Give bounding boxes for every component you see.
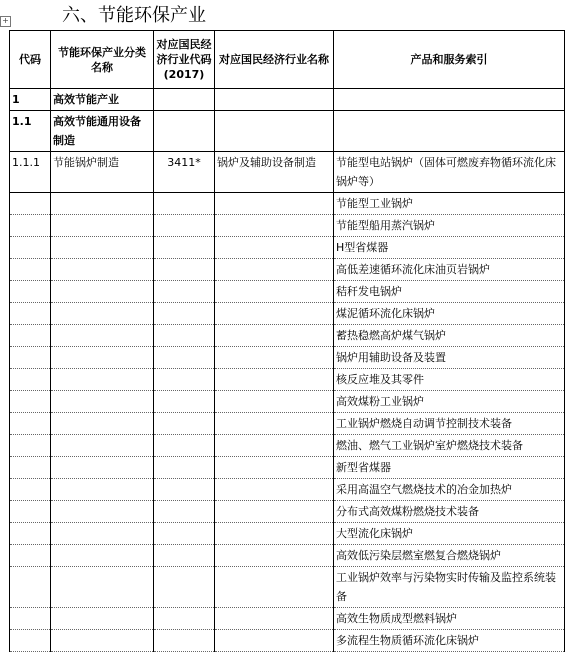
cell-code	[10, 479, 51, 501]
cell-nec-code	[154, 325, 215, 347]
cell-nec-name	[215, 567, 334, 608]
cell-product: 采用高温空气燃烧技术的冶金加热炉	[334, 479, 565, 501]
cell-nec-code	[154, 479, 215, 501]
cell-nec-name: 锅炉及辅助设备制造	[215, 152, 334, 193]
cell-code: 1	[10, 89, 51, 111]
cell-code	[10, 259, 51, 281]
table-row	[10, 215, 565, 237]
cell-product: 多流程生物质循环流化床锅炉	[334, 630, 565, 652]
cell-nec-code	[154, 347, 215, 369]
cell-category	[51, 347, 154, 369]
cell-code: 1.1.1	[10, 152, 51, 193]
table-row	[10, 413, 565, 435]
table-row	[10, 435, 565, 457]
cell-category	[51, 281, 154, 303]
cell-code	[10, 523, 51, 545]
table-row	[10, 259, 565, 281]
cell-product: 蓄热稳燃高炉煤气锅炉	[334, 325, 565, 347]
cell-product: 高低差速循环流化床油页岩锅炉	[334, 259, 565, 281]
cell-category	[51, 193, 154, 215]
table-anchor-icon[interactable]: +	[0, 16, 11, 27]
cell-product: 工业锅炉效率与污染物实时传输及监控系统装备	[334, 567, 565, 608]
table-row	[10, 630, 565, 652]
cell-category: 高效节能通用设备制造	[51, 111, 154, 152]
cell-product: 节能型工业锅炉	[334, 193, 565, 215]
cell-nec-code	[154, 630, 215, 652]
cell-category	[51, 413, 154, 435]
cell-nec-code	[154, 391, 215, 413]
cell-category	[51, 501, 154, 523]
cell-product: 工业锅炉燃烧自动调节控制技术装备	[334, 413, 565, 435]
cell-category	[51, 435, 154, 457]
cell-code	[10, 545, 51, 567]
cell-product: 新型省煤器	[334, 457, 565, 479]
cell-category	[51, 215, 154, 237]
header-code: 代码	[10, 31, 51, 89]
page-title: 六、节能环保产业	[62, 5, 206, 26]
cell-category: 节能锅炉制造	[51, 152, 154, 193]
cell-product: 煤泥循环流化床锅炉	[334, 303, 565, 325]
cell-nec-code	[154, 567, 215, 608]
cell-product: 大型流化床锅炉	[334, 523, 565, 545]
cell-nec-name	[215, 193, 334, 215]
table-row	[10, 237, 565, 259]
cell-product: 高效煤粉工业锅炉	[334, 391, 565, 413]
cell-category	[51, 259, 154, 281]
cell-category	[51, 567, 154, 608]
table-row	[10, 89, 565, 111]
cell-nec-name	[215, 303, 334, 325]
table-row	[10, 303, 565, 325]
cell-nec-name	[215, 347, 334, 369]
cell-code	[10, 630, 51, 652]
table-row	[10, 193, 565, 215]
cell-nec-code: 3411*	[154, 152, 215, 193]
cell-nec-code	[154, 111, 215, 152]
cell-code	[10, 608, 51, 630]
cell-category	[51, 545, 154, 567]
industry-table	[9, 30, 565, 652]
cell-code	[10, 215, 51, 237]
cell-code	[10, 369, 51, 391]
table-row	[10, 567, 565, 608]
cell-nec-code	[154, 237, 215, 259]
cell-code	[10, 391, 51, 413]
cell-category	[51, 303, 154, 325]
cell-nec-name	[215, 630, 334, 652]
cell-nec-name	[215, 501, 334, 523]
cell-nec-code	[154, 523, 215, 545]
cell-product: 锅炉用辅助设备及装置	[334, 347, 565, 369]
cell-nec-code	[154, 303, 215, 325]
cell-nec-name	[215, 457, 334, 479]
cell-nec-name	[215, 413, 334, 435]
cell-product	[334, 89, 565, 111]
header-nec-name: 对应国民经济行业名称	[215, 31, 334, 89]
cell-nec-code	[154, 435, 215, 457]
cell-code	[10, 435, 51, 457]
cell-nec-name	[215, 259, 334, 281]
header-category: 节能环保产业分类名称	[51, 31, 154, 89]
header-nec-code: 对应国民经济行业代码(2017)	[154, 31, 215, 89]
cell-nec-name	[215, 608, 334, 630]
table-row	[10, 347, 565, 369]
table-row	[10, 391, 565, 413]
cell-nec-name	[215, 391, 334, 413]
cell-nec-name	[215, 523, 334, 545]
cell-nec-code	[154, 457, 215, 479]
cell-code	[10, 457, 51, 479]
table-row	[10, 369, 565, 391]
cell-category	[51, 630, 154, 652]
cell-product: 核反应堆及其零件	[334, 369, 565, 391]
cell-category	[51, 391, 154, 413]
cell-category	[51, 457, 154, 479]
table-row	[10, 523, 565, 545]
cell-code	[10, 413, 51, 435]
cell-code	[10, 501, 51, 523]
cell-product: 节能型电站锅炉（固体可燃废弃物循环流化床锅炉等）	[334, 152, 565, 193]
table-row	[10, 479, 565, 501]
table-row	[10, 281, 565, 303]
cell-product: H型省煤器	[334, 237, 565, 259]
table-row	[10, 501, 565, 523]
cell-code	[10, 347, 51, 369]
cell-nec-code	[154, 501, 215, 523]
cell-nec-name	[215, 369, 334, 391]
cell-nec-name	[215, 111, 334, 152]
cell-nec-code	[154, 545, 215, 567]
cell-nec-name	[215, 435, 334, 457]
cell-product: 秸秆发电锅炉	[334, 281, 565, 303]
cell-product	[334, 111, 565, 152]
cell-code	[10, 281, 51, 303]
table-row	[10, 111, 565, 152]
cell-nec-name	[215, 281, 334, 303]
cell-category	[51, 325, 154, 347]
cell-product: 高效生物质成型燃料锅炉	[334, 608, 565, 630]
table-row	[10, 457, 565, 479]
cell-nec-code	[154, 413, 215, 435]
table-body	[10, 89, 565, 652]
cell-code: 1.1	[10, 111, 51, 152]
cell-code	[10, 193, 51, 215]
cell-product: 节能型船用蒸汽锅炉	[334, 215, 565, 237]
table-row	[10, 152, 565, 193]
cell-nec-code	[154, 193, 215, 215]
cell-product: 燃油、燃气工业锅炉室炉燃烧技术装备	[334, 435, 565, 457]
cell-nec-code	[154, 215, 215, 237]
cell-nec-name	[215, 89, 334, 111]
cell-category	[51, 369, 154, 391]
cell-code	[10, 325, 51, 347]
cell-nec-code	[154, 259, 215, 281]
cell-nec-code	[154, 369, 215, 391]
cell-nec-name	[215, 545, 334, 567]
cell-category	[51, 608, 154, 630]
cell-nec-name	[215, 237, 334, 259]
cell-nec-name	[215, 325, 334, 347]
cell-code	[10, 303, 51, 325]
table-row	[10, 608, 565, 630]
cell-code	[10, 567, 51, 608]
cell-nec-code	[154, 608, 215, 630]
cell-nec-name	[215, 479, 334, 501]
cell-nec-code	[154, 89, 215, 111]
table-row	[10, 325, 565, 347]
cell-code	[10, 237, 51, 259]
cell-category: 高效节能产业	[51, 89, 154, 111]
cell-category	[51, 237, 154, 259]
cell-product: 高效低污染层燃室燃复合燃烧锅炉	[334, 545, 565, 567]
cell-category	[51, 523, 154, 545]
table-row	[10, 545, 565, 567]
cell-product: 分布式高效煤粉燃烧技术装备	[334, 501, 565, 523]
cell-category	[51, 479, 154, 501]
header-products: 产品和服务索引	[334, 31, 565, 89]
cell-nec-code	[154, 281, 215, 303]
cell-nec-name	[215, 215, 334, 237]
table-header-row	[10, 31, 565, 89]
